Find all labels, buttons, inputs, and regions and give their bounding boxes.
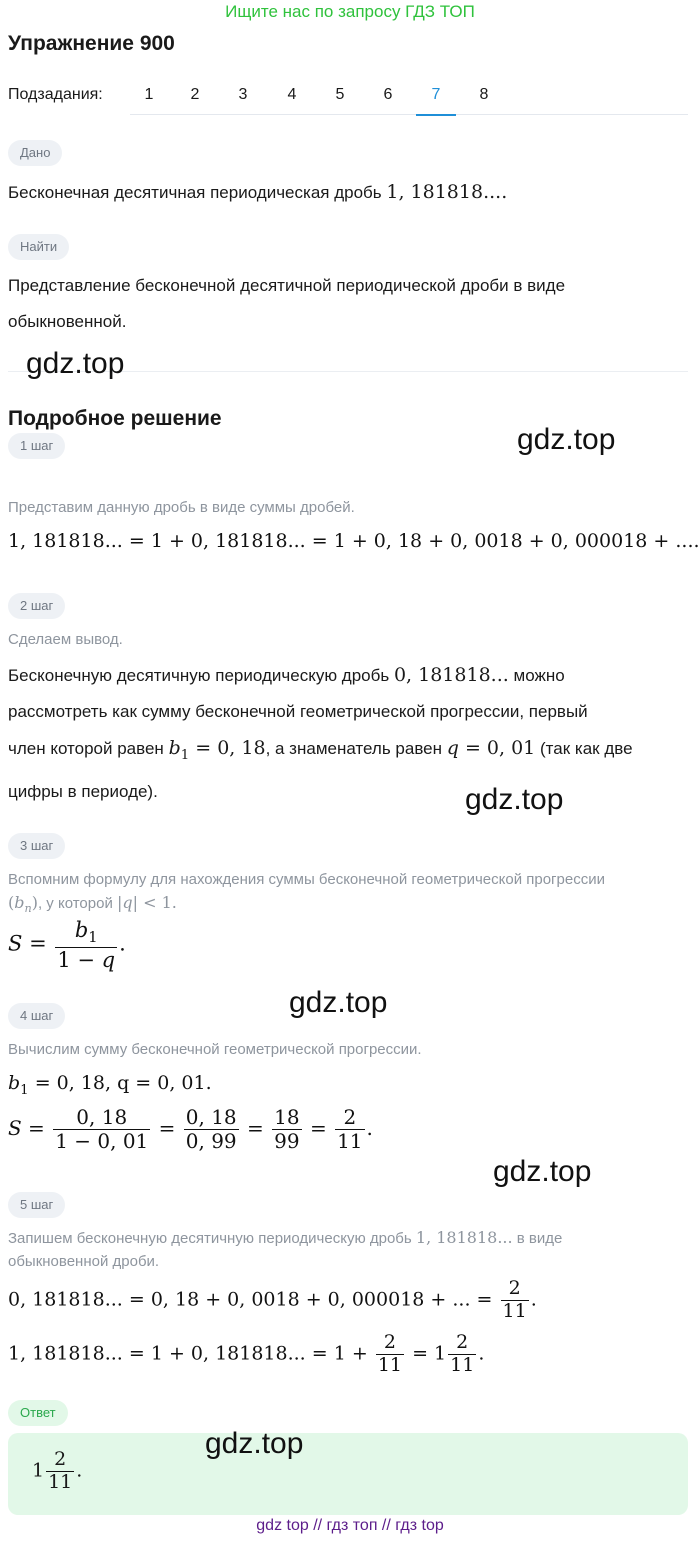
watermark: gdz.top — [26, 347, 125, 380]
answer-badge: Ответ — [8, 1400, 68, 1426]
subtask-tab-5[interactable]: 5 — [335, 86, 345, 103]
sum-formula-fraction: $\frac{b_1}{1 - q}$ — [57, 918, 116, 973]
subtask-tab-3[interactable]: 3 — [238, 86, 248, 103]
step-3-formula: S = $\frac{b_1}{1 - q}$ . — [8, 918, 126, 973]
subtask-tab-2[interactable]: 2 — [190, 86, 200, 103]
step-3-hint: Вспомним формулу для нахождения суммы бесконечной геометрической прогрессии $(b_n)$, у которой |q| < 1. — [8, 871, 605, 916]
step-1-formula: 1, 181818... = 1 + 0, 181818... = 1 + 0, 18 + 0, 0018 + 0, 000018 + .... — [8, 530, 700, 552]
watermark: gdz.top — [517, 423, 616, 456]
find-badge: Найти — [8, 234, 69, 260]
step-1-badge: 1 шаг — [8, 433, 65, 459]
solution-title: Подробное решение — [8, 407, 222, 430]
watermark: gdz.top — [493, 1155, 592, 1188]
step-1-hint: Представим данную дробь в виде суммы дробей. — [8, 499, 355, 516]
watermark: gdz.top — [465, 783, 564, 816]
given-text: Бесконечная десятичная периодическая дробь 1, 181818.... — [8, 181, 508, 203]
watermark: gdz.top — [205, 1427, 304, 1460]
given-value: 1, 181818.... — [386, 181, 508, 203]
step-2-hint: Сделаем вывод. — [8, 631, 123, 648]
subtasks-nav — [8, 76, 688, 116]
top-banner: Ищите нас по запросу ГДЗ ТОП — [225, 2, 475, 21]
subtask-tab-7[interactable]: 7 — [416, 86, 456, 104]
subtasks-label: Подзадания: — [8, 86, 103, 103]
exercise-title: Упражнение 900 — [8, 32, 175, 55]
step-3-badge: 3 шаг — [8, 833, 65, 859]
tabs-divider — [130, 114, 688, 115]
watermark: gdz.top — [289, 986, 388, 1019]
subtask-tab-1[interactable]: 1 — [144, 86, 154, 103]
bottom-links[interactable]: gdz top // гдз топ // гдз top — [256, 1517, 444, 1534]
step-5-formula-1: 0, 181818... = 0, 18 + 0, 0018 + 0, 000018 + ... = $\frac{2}{11}$ . — [8, 1277, 537, 1322]
subtask-tab-8[interactable]: 8 — [479, 86, 489, 103]
step-5-hint: Запишем бесконечную десятичную периодическую дробь 1, 181818... в виде обыкновенной дроби. — [8, 1228, 563, 1270]
subtask-tab-4[interactable]: 4 — [287, 86, 297, 103]
given-badge: Дано — [8, 140, 62, 166]
answer-value: 1 $\frac{2}{11}$ . — [32, 1448, 83, 1493]
step-4-hint: Вычислим сумму бесконечной геометрической прогрессии. — [8, 1041, 422, 1058]
answer-box — [8, 1433, 688, 1515]
step-4-badge: 4 шаг — [8, 1003, 65, 1029]
step-4-given: $b_1 = 0$, 18, q = 0, 01. — [8, 1072, 212, 1098]
step-2-text: Бесконечную десятичную периодическую дробь 0, 181818... можно рассмотреть как сумму бесконечной геометрической прогрессии, первый член которой равен $b_1 = 0$, 18, а знаменатель равен q = 0, 01 (так как две цифры в периоде). — [8, 664, 633, 801]
step-5-badge: 5 шаг — [8, 1192, 65, 1218]
subtask-tab-6[interactable]: 6 — [383, 86, 393, 103]
step-2-badge: 2 шаг — [8, 593, 65, 619]
step-4-formula: S = $\frac{0, 18}{1 - 0, 01}$ = $\frac{0, 18}{0, 99}$ = $\frac{18}{99}$ = $\frac{2}{11}$ . — [8, 1105, 373, 1153]
step-5-formula-2: 1, 181818... = 1 + 0, 181818... = 1 + $\frac{2}{11}$ = 1 $\frac{2}{11}$ . — [8, 1331, 485, 1376]
find-text: Представление бесконечной десятичной периодической дроби в виде обыкновенной. — [8, 276, 566, 331]
